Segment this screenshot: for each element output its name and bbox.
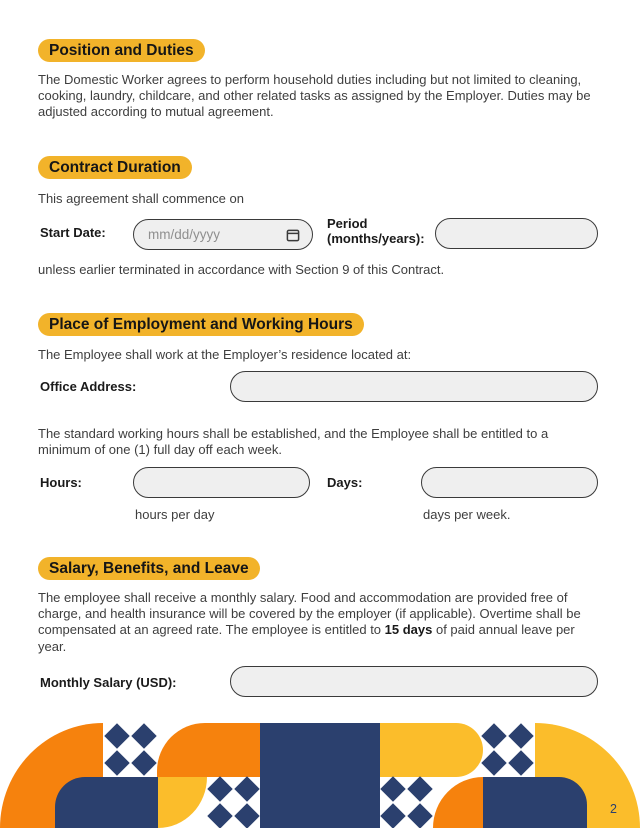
diamond-icon — [508, 723, 533, 748]
page-number: 2 — [610, 802, 617, 816]
section-heading-position: Position and Duties — [38, 39, 205, 62]
diamond-icon — [104, 723, 129, 748]
period-input[interactable] — [448, 225, 585, 242]
diamond-icon — [407, 776, 432, 801]
monthly-salary-input[interactable] — [243, 673, 585, 690]
duration-intro-text: This agreement shall commence on — [38, 191, 244, 206]
deco-orange-quarter-disc — [433, 777, 483, 828]
hours-label: Hours: — [40, 475, 82, 490]
deco-diamond-group — [207, 776, 261, 828]
hours-caption: hours per day — [135, 507, 215, 522]
office-address-label: Office Address: — [40, 379, 137, 394]
start-date-label: Start Date: — [40, 225, 106, 240]
diamond-icon — [207, 776, 232, 801]
diamond-icon — [380, 776, 405, 801]
days-caption: days per week. — [423, 507, 511, 522]
working-hours-text: The standard working hours shall be established, and the Employee shall be entitled to a minimum of one (1) full day off each week. — [38, 426, 549, 458]
position-body-text: The Domestic Worker agrees to perform household duties including but not limited to cleaning, cooking, laundry, childcare, and other related tasks as assigned by the Employer. Duties may be adjusted according to mutual agreement. — [38, 72, 591, 120]
diamond-icon — [481, 723, 506, 748]
start-date-field[interactable] — [133, 219, 313, 250]
days-input[interactable] — [434, 474, 585, 491]
salary-body-text: The employee shall receive a monthly salary. Food and accommodation are provided free of charge, and health insurance will be covered by the employer (if applicable). Overtime shall be compensated at an agreed rate. The employee is entitled to 15 days of paid annual leave per year. — [38, 590, 581, 654]
diamond-icon — [380, 803, 405, 828]
diamond-icon — [131, 750, 156, 775]
deco-navy-rounded-right — [483, 777, 587, 828]
hours-input[interactable] — [146, 474, 297, 491]
salary-bold-days: 15 days — [384, 622, 433, 638]
section-heading-employment: Place of Employment and Working Hours — [38, 313, 364, 336]
deco-yellow-pill-block — [380, 723, 483, 777]
deco-diamond-group — [104, 723, 158, 777]
hours-field[interactable] — [133, 467, 310, 498]
start-date-input[interactable] — [146, 226, 280, 243]
deco-navy-center-square — [260, 723, 380, 828]
diamond-icon — [131, 723, 156, 748]
diamond-icon — [234, 776, 259, 801]
office-address-field[interactable] — [230, 371, 598, 402]
monthly-salary-field[interactable] — [230, 666, 598, 697]
diamond-icon — [207, 803, 232, 828]
employment-intro-text: The Employee shall work at the Employer’s residence located at: — [38, 347, 412, 362]
deco-diamond-group — [481, 723, 535, 777]
monthly-salary-label: Monthly Salary (USD): — [40, 675, 177, 690]
section-heading-duration: Contract Duration — [38, 156, 192, 179]
diamond-icon — [104, 750, 129, 775]
calendar-icon[interactable] — [286, 228, 300, 242]
diamond-icon — [508, 750, 533, 775]
section-heading-salary: Salary, Benefits, and Leave — [38, 557, 260, 580]
footer-pattern — [0, 723, 640, 828]
office-address-input[interactable] — [243, 378, 585, 395]
period-field[interactable] — [435, 218, 598, 249]
deco-yellow-quarter-disc — [158, 777, 207, 828]
diamond-icon — [234, 803, 259, 828]
deco-navy-rounded-left — [55, 777, 158, 828]
diamond-icon — [481, 750, 506, 775]
period-label-line1: Period — [327, 216, 368, 231]
days-label: Days: — [327, 475, 363, 490]
diamond-icon — [407, 803, 432, 828]
period-label-line2: (months/years): — [327, 230, 425, 246]
days-field[interactable] — [421, 467, 598, 498]
deco-diamond-group — [380, 776, 434, 828]
duration-outro-text: unless earlier terminated in accordance with Section 9 of this Contract. — [38, 262, 445, 277]
deco-orange-rounded-block — [157, 723, 260, 777]
